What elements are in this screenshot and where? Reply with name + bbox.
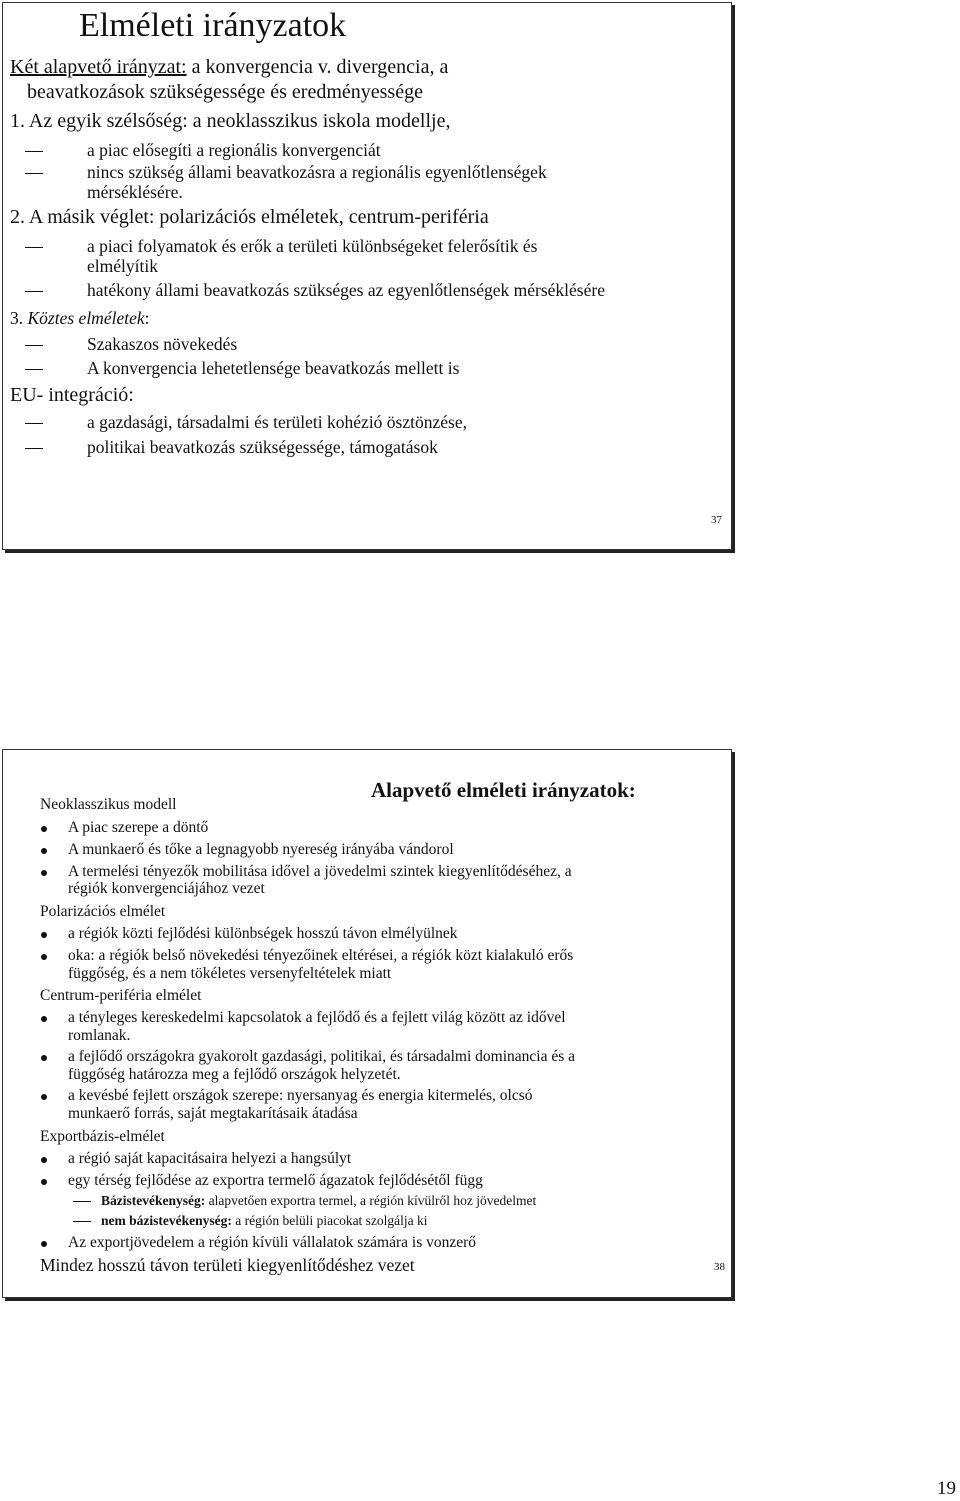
item-2-sub-2: hatékony állami beavatkozás szükséges az egyenlőtlenségek mérséklésére: [87, 280, 605, 300]
pol-bullet-1: a régiók közti fejlődési különbségek hosszú távon elmélyülnek: [68, 925, 458, 942]
intro-label: Két alapvető irányzat:: [10, 56, 187, 78]
exp-sub-1-text: alapvetően exportra termel, a régión kívülről hoz jövedelmet: [205, 1193, 537, 1208]
intro-text: a konvergencia v. divergencia, a: [186, 56, 449, 78]
exp-sub-1-term: Bázistevékenység:: [101, 1193, 206, 1208]
exp-sub-2-term: nem bázistevékenység:: [101, 1213, 232, 1228]
eu-heading: EU- integráció:: [10, 384, 134, 406]
neo-bullet-3: A termelési tényezők mobilitása idővel a jövedelmi szintek kiegyenlítődéséhez, a: [68, 863, 572, 880]
slide-37: [2, 2, 732, 550]
exp-bullet-2: egy térség fejlődése az exportra termelő ágazatok fejlődésétől függ: [68, 1172, 483, 1189]
item-3-colon: :: [144, 308, 150, 328]
intro-line: [10, 56, 448, 79]
slide-38: [2, 749, 732, 1298]
pol-heading: Polarizációs elmélet: [40, 903, 166, 920]
slide-page-number: 38: [714, 1261, 725, 1273]
eu-sub-2: politikai beavatkozás szükségessége, támogatások: [87, 437, 438, 457]
pol-bullet-2-cont: függőség, és a nem tökéletes versenyfeltételek miatt: [68, 965, 392, 982]
item-1: 1. Az egyik szélsőség: a neoklasszikus iskola modellje,: [10, 110, 451, 132]
item-3-sub-1: Szakaszos növekedés: [87, 334, 238, 354]
eu-sub-1: a gazdasági, társadalmi és területi kohézió ösztönzése,: [87, 412, 467, 432]
item-1-sub-2-cont: mérséklésére.: [87, 182, 183, 202]
neo-bullet-2: A munkaerő és tőke a legnagyobb nyereség irányába vándorol: [68, 841, 454, 858]
exp-sub-2-text: a régión belüli piacokat szolgálja ki: [231, 1213, 428, 1228]
intro-line-2: beavatkozások szükségessége és eredményessége: [27, 81, 423, 103]
document-page-number: 19: [937, 1478, 956, 1499]
exp-bullet-1: a régió saját kapacitásaira helyezi a hangsúlyt: [68, 1150, 352, 1167]
cp-bullet-1: a tényleges kereskedelmi kapcsolatok a fejlődő és a fejlett világ között az idővel: [68, 1009, 566, 1026]
pol-bullet-2: oka: a régiók belső növekedési tényezőinek eltérései, a régiók közt kialakuló erős: [68, 947, 574, 964]
exp-bullet-3: Az exportjövedelem a régión kívüli vállalatok számára is vonzerő: [68, 1234, 477, 1251]
exp-sub-2: [101, 1213, 428, 1229]
cp-heading: Centrum-periféria elmélet: [40, 987, 202, 1004]
item-2-sub-1: a piaci folyamatok és erők a területi különbségeket felerősítik és: [87, 236, 538, 256]
item-2-sub-1-cont: elmélyítik: [87, 256, 158, 276]
cp-bullet-3: a kevésbé fejlett országok szerepe: nyersanyag és energia kitermelés, olcsó: [68, 1087, 533, 1104]
slide-title: Elméleti irányzatok: [79, 7, 347, 44]
item-3-label: Köztes elméletek: [27, 308, 145, 328]
cp-bullet-2: a fejlődő országokra gyakorolt gazdasági, politikai, és társadalmi dominancia és a: [68, 1048, 576, 1065]
item-1-sub-1: a piac elősegíti a regionális konvergenciát: [87, 140, 381, 160]
neo-heading: Neoklasszikus modell: [40, 796, 177, 813]
cp-bullet-1-cont: romlanak.: [68, 1027, 131, 1044]
slide-title: Alapvető elméleti irányzatok:: [371, 778, 636, 802]
cp-bullet-3-cont: munkaerő forrás, saját megtakarításaik átadása: [68, 1105, 358, 1122]
exp-heading: Exportbázis-elmélet: [40, 1128, 165, 1145]
item-2: 2. A másik véglet: polarizációs elméletek, centrum-periféria: [10, 206, 489, 228]
neo-bullet-1: A piac szerepe a döntő: [68, 819, 209, 836]
neo-bullet-3-cont: régiók konvergenciájához vezet: [68, 880, 265, 897]
item-3: [10, 308, 149, 329]
cp-bullet-2-cont: függőség határozza meg a fejlődő országok helyzetét.: [68, 1066, 401, 1083]
item-1-sub-2: nincs szükség állami beavatkozásra a regionális egyenlőtlenségek: [87, 162, 547, 182]
item-3-number: 3.: [10, 308, 24, 328]
item-3-sub-2: A konvergencia lehetetlensége beavatkozás mellett is: [87, 358, 460, 378]
slide-page-number: 37: [711, 514, 722, 526]
exp-sub-1: [101, 1193, 536, 1209]
closing-line: Mindez hosszú távon területi kiegyenlítődéshez vezet: [40, 1255, 415, 1275]
